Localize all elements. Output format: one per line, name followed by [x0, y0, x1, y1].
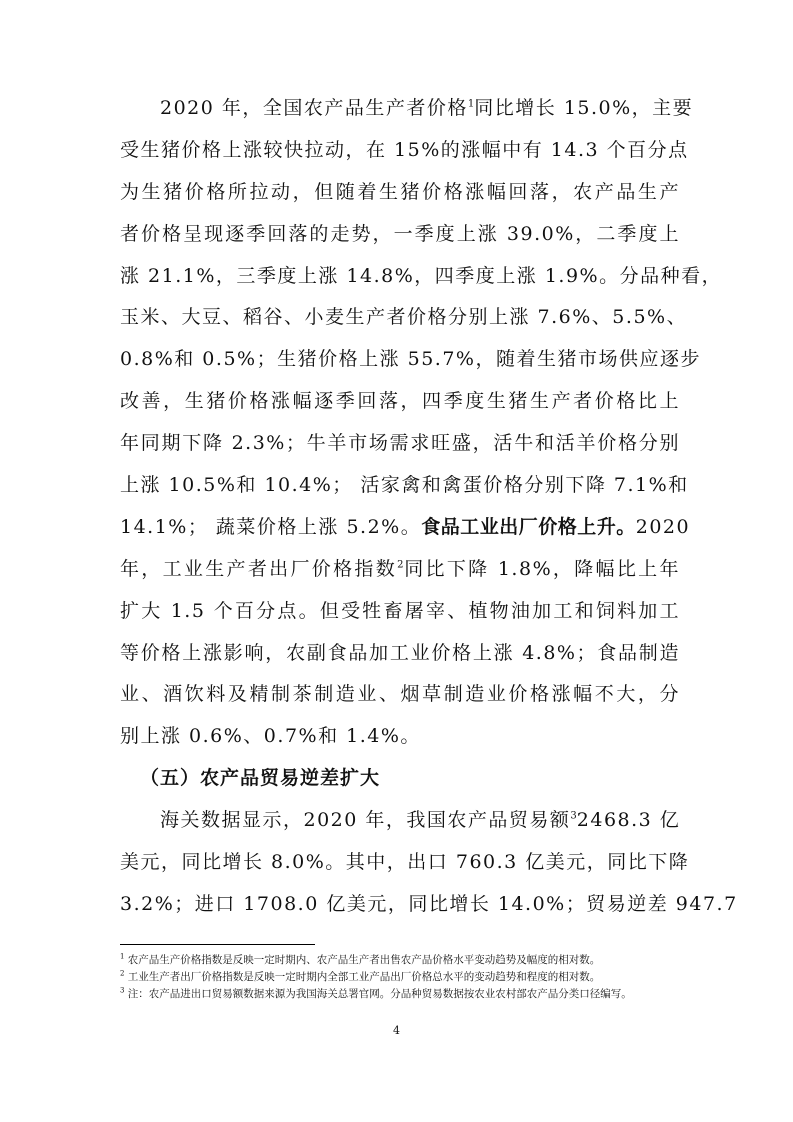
footnote-text: 工业生产者出厂价格指数是反映一定时期内全部工业产品出厂价格总水平的变动趋势和程度的相对数。 [124, 971, 601, 983]
footnote [120, 969, 680, 986]
text-run: 海关数据显示，2020 年，我国农产品贸易额 [160, 809, 571, 832]
text-run: 14.1%； 蔬菜价格上涨 5.2%。 [120, 515, 422, 538]
paragraph-line: 玉米、大豆、稻谷、小麦生产者价格分别上涨 7.6%、5.5%、 [120, 306, 688, 329]
footnote-ref[interactable]: 3 [570, 810, 577, 822]
footnote-text: 注：农产品进出口贸易额数据来源为我国海关总署官网。分品种贸易数据按农业农村部农产品分类口径编写。 [124, 988, 632, 1000]
footnote-text: 农产品生产价格指数是反映一定时期内、农产品生产者出售农产品价格水平变动趋势及幅度的相对数。 [124, 954, 601, 966]
paragraph-line: 年同期下降 2.3%；牛羊市场需求旺盛，活牛和活羊价格分别 [120, 432, 680, 455]
paragraph-line [120, 549, 680, 591]
footnote-divider [120, 944, 315, 945]
footnote-mark: 2 [120, 969, 125, 978]
section-heading: （五）农产品贸易逆差扩大 [140, 767, 381, 790]
paragraph-line: 为生猪价格所拉动，但随着生猪价格涨幅回落，农产品生产 [120, 180, 680, 203]
footnote [120, 986, 680, 1003]
paragraph-line: 受生猪价格上涨较快拉动，在 15%的涨幅中有 14.3 个百分点 [120, 138, 689, 161]
body-text [120, 88, 738, 926]
text-run: 同比下降 1.8%，降幅比上年 [403, 557, 680, 580]
paragraph-line: 0.8%和 0.5%；生猪价格上涨 55.7%，随着生猪市场供应逐步 [120, 348, 701, 371]
text-run: 2468.3 亿 [576, 809, 681, 832]
text-run: 2020 年，全国农产品生产者价格 [160, 97, 468, 119]
page-number: 4 [393, 1024, 400, 1037]
paragraph-line: 者价格呈现逐季回落的走势，一季度上涨 39.0%，二季度上 [120, 222, 680, 245]
paragraph-line: 涨 21.1%，三季度上涨 14.8%，四季度上涨 1.9%。分品种看， [120, 264, 723, 287]
footnote [120, 952, 680, 969]
paragraph-line: 扩大 1.5 个百分点。但受牲畜屠宰、植物油加工和饲料加工 [120, 599, 680, 622]
footnotes [120, 952, 680, 1003]
paragraph-line [120, 507, 691, 549]
paragraph-line: 改善，生猪价格涨幅逐季回落，四季度生猪生产者价格比上 [120, 390, 680, 413]
paragraph-line: 美元，同比增长 8.0%。其中，出口 760.3 亿美元，同比下降 [120, 851, 690, 874]
paragraph-line [120, 800, 680, 842]
paragraph-line [120, 88, 694, 130]
text-run: 2020 [635, 515, 691, 538]
paragraph-line: 业、酒饮料及精制茶制造业、烟草制造业价格涨幅不大，分 [120, 683, 680, 706]
paragraph-line: 等价格上涨影响，农副食品加工业价格上涨 4.8%；食品制造 [120, 641, 680, 664]
footnote-mark: 1 [120, 952, 125, 961]
footnote-ref[interactable]: 2 [397, 559, 404, 571]
bold-lead-phrase: 食品工业出厂价格上升。 [421, 515, 636, 538]
paragraph-line: 上涨 10.5%和 10.4%； 活家禽和禽蛋价格分别下降 7.1%和 [120, 474, 689, 497]
text-run: 同比增长 15.0%，主要 [474, 97, 694, 119]
footnote-ref[interactable]: 1 [467, 98, 475, 110]
paragraph-line: 3.2%；进口 1708.0 亿美元，同比增长 14.0%；贸易逆差 947.7 [120, 892, 738, 915]
footnote-mark: 3 [120, 986, 125, 995]
text-run: 年，工业生产者出厂价格指数 [120, 557, 398, 580]
paragraph-line: 别上涨 0.6%、0.7%和 1.4%。 [120, 725, 421, 748]
